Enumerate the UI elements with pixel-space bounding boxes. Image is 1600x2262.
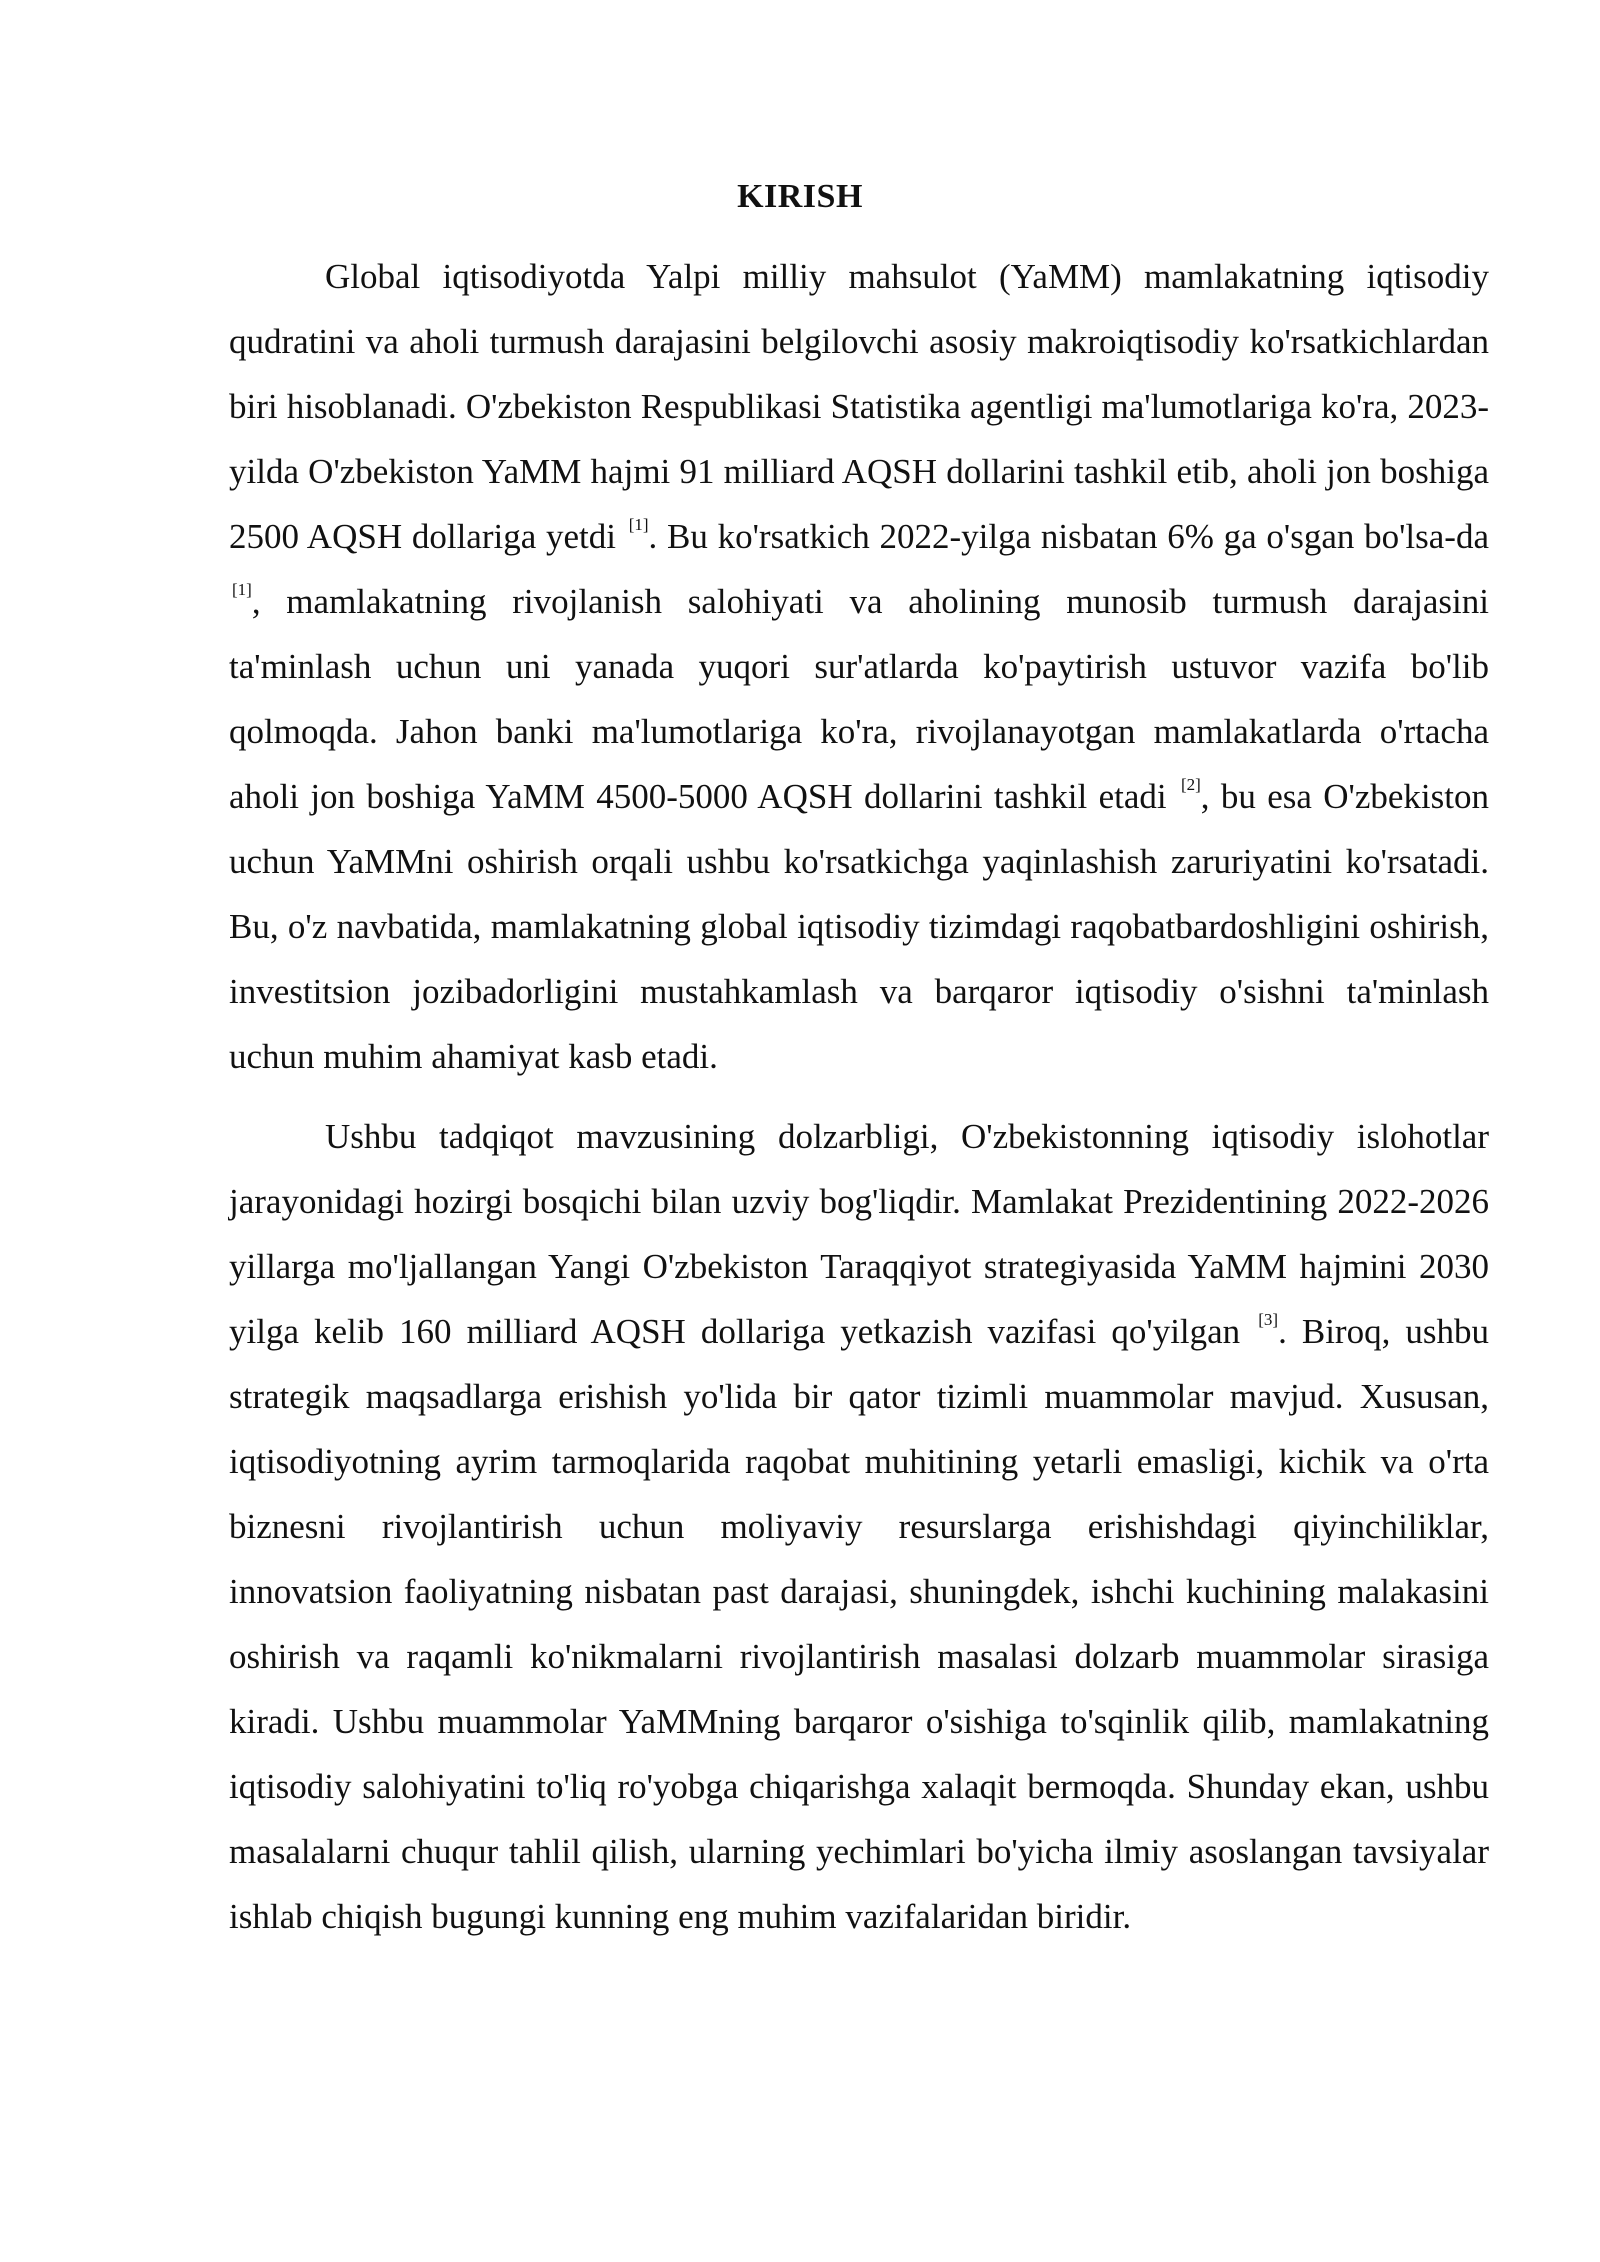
citation-marker: [3] [1258, 1310, 1279, 1329]
citation-marker: [2] [1180, 775, 1201, 794]
paragraph-text: , mamlakatning rivojlanish salohiyati va aholining munosib turmush darajasini ta'minlash uchun uni yanada yuqori sur'atlarda ko'paytirish ustuvor vazifa bo'lib qolmoqda. Jahon banki ma'lumotlariga ko'ra, rivojlanayotgan mamlakatlarda o'rtacha aholi jon boshiga YaMM 4500-5000 AQSH dollarini tashkil etadi [229, 582, 1489, 816]
paragraph-1 [229, 244, 1489, 1089]
citation-marker: [1] [232, 580, 252, 599]
paragraph-2 [229, 1104, 1489, 1949]
paragraph-text: . Bu ko'rsatkich 2022-yilga nisbatan 6% ga o'sgan bo'lsa-da [648, 517, 1489, 556]
paragraph-text: . Biroq, ushbu strategik maqsadlarga erishish yo'lida bir qator tizimli muammolar mavjud. Xususan, iqtisodiyotning ayrim tarmoqlarida raqobat muhitining yetarli emasligi, kichik va o'rta biznesni rivojlantirish uchun moliyaviy resurslarga erishishdagi qiyinchiliklar, innovatsion faoliyatning nisbatan past darajasi, shuningdek, ishchi kuchining malakasini oshirish va raqamli ko'nikmalarni rivojlantirish masalasi dolzarb muammolar sirasiga kiradi. Ushbu muammolar YaMMning barqaror o'sishiga to'sqinlik qilib, mamlakatning iqtisodiy salohiyatini to'liq ro'yobga chiqarishga xalaqit bermoqda. Shunday ekan, ushbu masalalarni chuqur tahlil qilish, ularning yechimlari bo'yicha ilmiy asoslangan tavsiyalar ishlab chiqish bugungi kunning eng muhim vazifalaridan biridir. [229, 1312, 1489, 1936]
body-text [229, 244, 1489, 1949]
paragraph-text: , bu esa O'zbekiston uchun YaMMni oshirish orqali ushbu ko'rsatkichga yaqinlashish zaruriyatini ko'rsatadi. Bu, o'z navbatida, mamlakatning global iqtisodiy tizimdagi raqobatbardoshligini oshirish, investitsion jozibadorligini mustahkamlash va barqaror iqtisodiy o'sishni ta'minlash uchun muhim ahamiyat kasb etadi. [229, 777, 1489, 1076]
section-title: KIRISH [737, 177, 863, 215]
paragraph-text: Ushbu tadqiqot mavzusining dolzarbligi, O'zbekistonning iqtisodiy islohotlar jarayonidagi hozirgi bosqichi bilan uzviy bog'liqdir. Mamlakat Prezidentining 2022-2026 yillarga mo'ljallangan Yangi O'zbekiston Taraqqiyot strategiyasida YaMM hajmini 2030 yilga kelib 160 milliard AQSH dollariga yetkazish vazifasi qo'yilgan [229, 1117, 1489, 1351]
citation-marker: [1] [628, 515, 649, 534]
paragraph-text: Global iqtisodiyotda Yalpi milliy mahsulot (YaMM) mamlakatning iqtisodiy qudratini va aholi turmush darajasini belgilovchi asosiy makroiqtisodiy ko'rsatkichlardan biri hisoblanadi. O'zbekiston Respublikasi Statistika agentligi ma'lumotlariga ko'ra, 2023-yilda O'zbekiston YaMM hajmi 91 milliard AQSH dollarini tashkil etib, aholi jon boshiga 2500 AQSH dollariga yetdi [229, 257, 1489, 556]
